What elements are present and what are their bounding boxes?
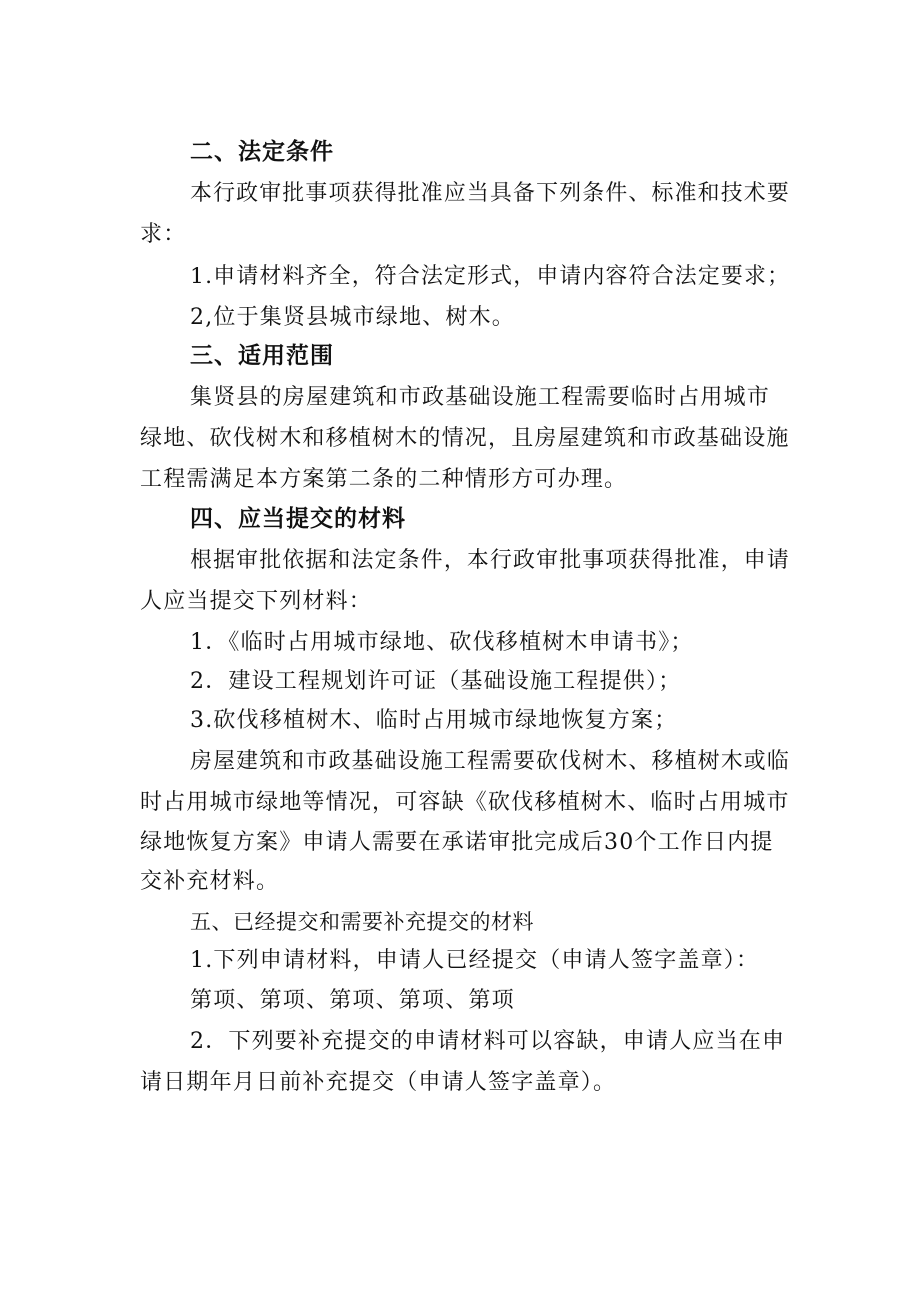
paragraph-line: 请日期年月日前补充提交（申请人签字盖章）。 [140, 1070, 617, 1095]
paragraph-line: 绿地、砍伐树木和移植树木的情况，且房屋建筑和市政基础设施 [140, 426, 790, 451]
paragraph-line: 交补充材料。 [140, 869, 280, 894]
list-item-2: 2．建设工程规划许可证（基础设施工程提供）； [190, 669, 682, 694]
paragraph-line: 时占用城市绿地等情况，可容缺《砍伐移植树木、临时占用城市 [140, 790, 790, 815]
paragraph-line: 工程需满足本方案第二条的二种情形方可办理。 [140, 467, 628, 492]
paragraph-line: 绿地恢复方案》申请人需要在承诺审批完成后30个工作日内提 [140, 830, 774, 855]
list-item-1: 1.下列申请材料，申请人已经提交（申请人签字盖章）： [190, 948, 760, 973]
section-heading-scope: 三、适用范围 [190, 343, 334, 369]
paragraph-line: 求： [140, 222, 187, 247]
list-item-1: 1．《临时占用城市绿地、砍伐移植树木申请书》； [190, 630, 694, 655]
paragraph-line: 集贤县的房屋建筑和市政基础设施工程需要临时占用城市 [190, 385, 771, 410]
list-item-2: 2．下列要补充提交的申请材料可以容缺，申请人应当在申 [190, 1029, 786, 1054]
list-item-2: 2,位于集贤县城市绿地、树木。 [190, 305, 515, 330]
list-item-3: 3.砍伐移植树木、临时占用城市绿地恢复方案； [190, 708, 678, 733]
paragraph-line: 人应当提交下列材料： [140, 589, 373, 614]
paragraph-line: 本行政审批事项获得批准应当具备下列条件、标准和技术要 [190, 181, 790, 206]
list-item-1: 1.申请材料齐全，符合法定形式，申请内容符合法定要求； [190, 264, 791, 289]
section-heading-materials: 四、应当提交的材料 [190, 506, 406, 532]
paragraph-line: 根据审批依据和法定条件，本行政审批事项获得批准，申请 [190, 548, 790, 573]
item-list-placeholder: 第项、第项、第项、第项、第项 [190, 988, 515, 1013]
section-heading-submitted-materials: 五、已经提交和需要补充提交的材料 [190, 910, 534, 934]
section-heading-legal-conditions: 二、法定条件 [190, 139, 334, 165]
paragraph-line: 房屋建筑和市政基础设施工程需要砍伐树木、移植树木或临 [190, 749, 790, 774]
